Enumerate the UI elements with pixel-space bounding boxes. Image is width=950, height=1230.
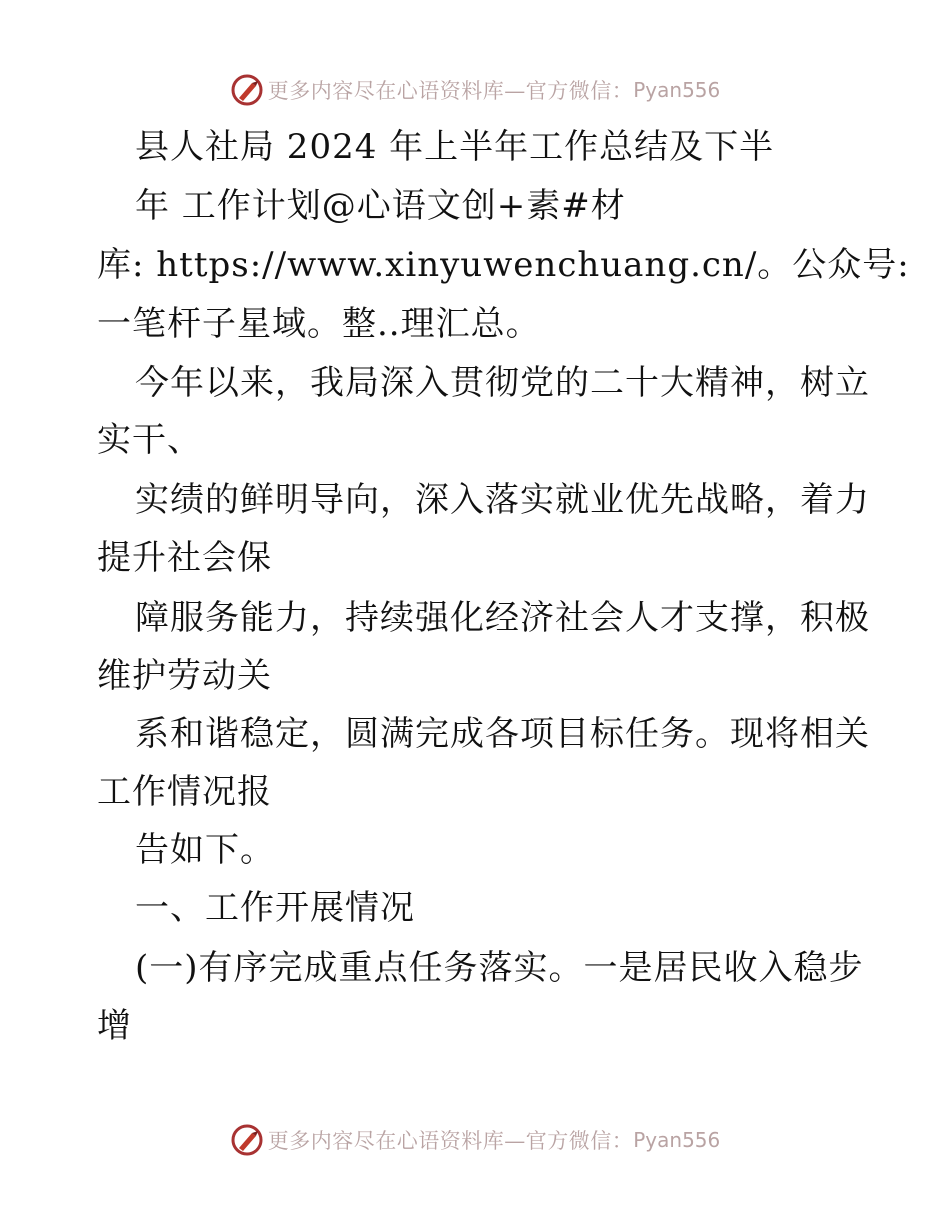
source-line-2: 一笔杆子星域。整..理汇总。 [97,304,541,344]
paragraph-line: 实干、 [97,420,202,460]
paragraph-line: 系和谐稳定，圆满完成各项目标任务。现将相关 [135,714,870,754]
paragraph-line: 工作情况报 [97,772,272,812]
subsection-line-1: (一)有序完成重点任务落实。一是居民收入稳步 [135,948,864,988]
pen-logo-icon [230,1123,264,1157]
title-line-2: 年 工作计划@心语文创+素#材 [135,186,626,226]
paragraph-line: 今年以来，我局深入贯彻党的二十大精神，树立 [135,363,870,403]
source-line-1: 库: https://www.xinyuwenchuang.cn/。公众号: [97,245,910,285]
pen-logo-icon [230,73,264,107]
paragraph-line: 维护劳动关 [97,656,272,696]
subsection-line-2: 增 [97,1006,132,1046]
paragraph-line: 实绩的鲜明导向，深入落实就业优先战略，着力 [135,480,870,520]
paragraph-line: 告如下。 [135,830,275,870]
banner-wechat-id: Pyan556 [633,1128,721,1152]
paragraph-line: 障服务能力，持续强化经济社会人才支撑，积极 [135,598,870,638]
header-watermark-banner [0,70,950,110]
title-line-1: 县人社局 2024 年上半年工作总结及下半 [135,127,775,167]
footer-watermark-banner [0,1120,950,1160]
section-heading: 一、工作开展情况 [135,888,415,928]
banner-text: 更多内容尽在心语资料库—官方微信： [267,1129,634,1153]
paragraph-line: 提升社会保 [97,538,272,578]
banner-text: 更多内容尽在心语资料库—官方微信： [267,79,634,103]
banner-wechat-id: Pyan556 [633,78,721,102]
